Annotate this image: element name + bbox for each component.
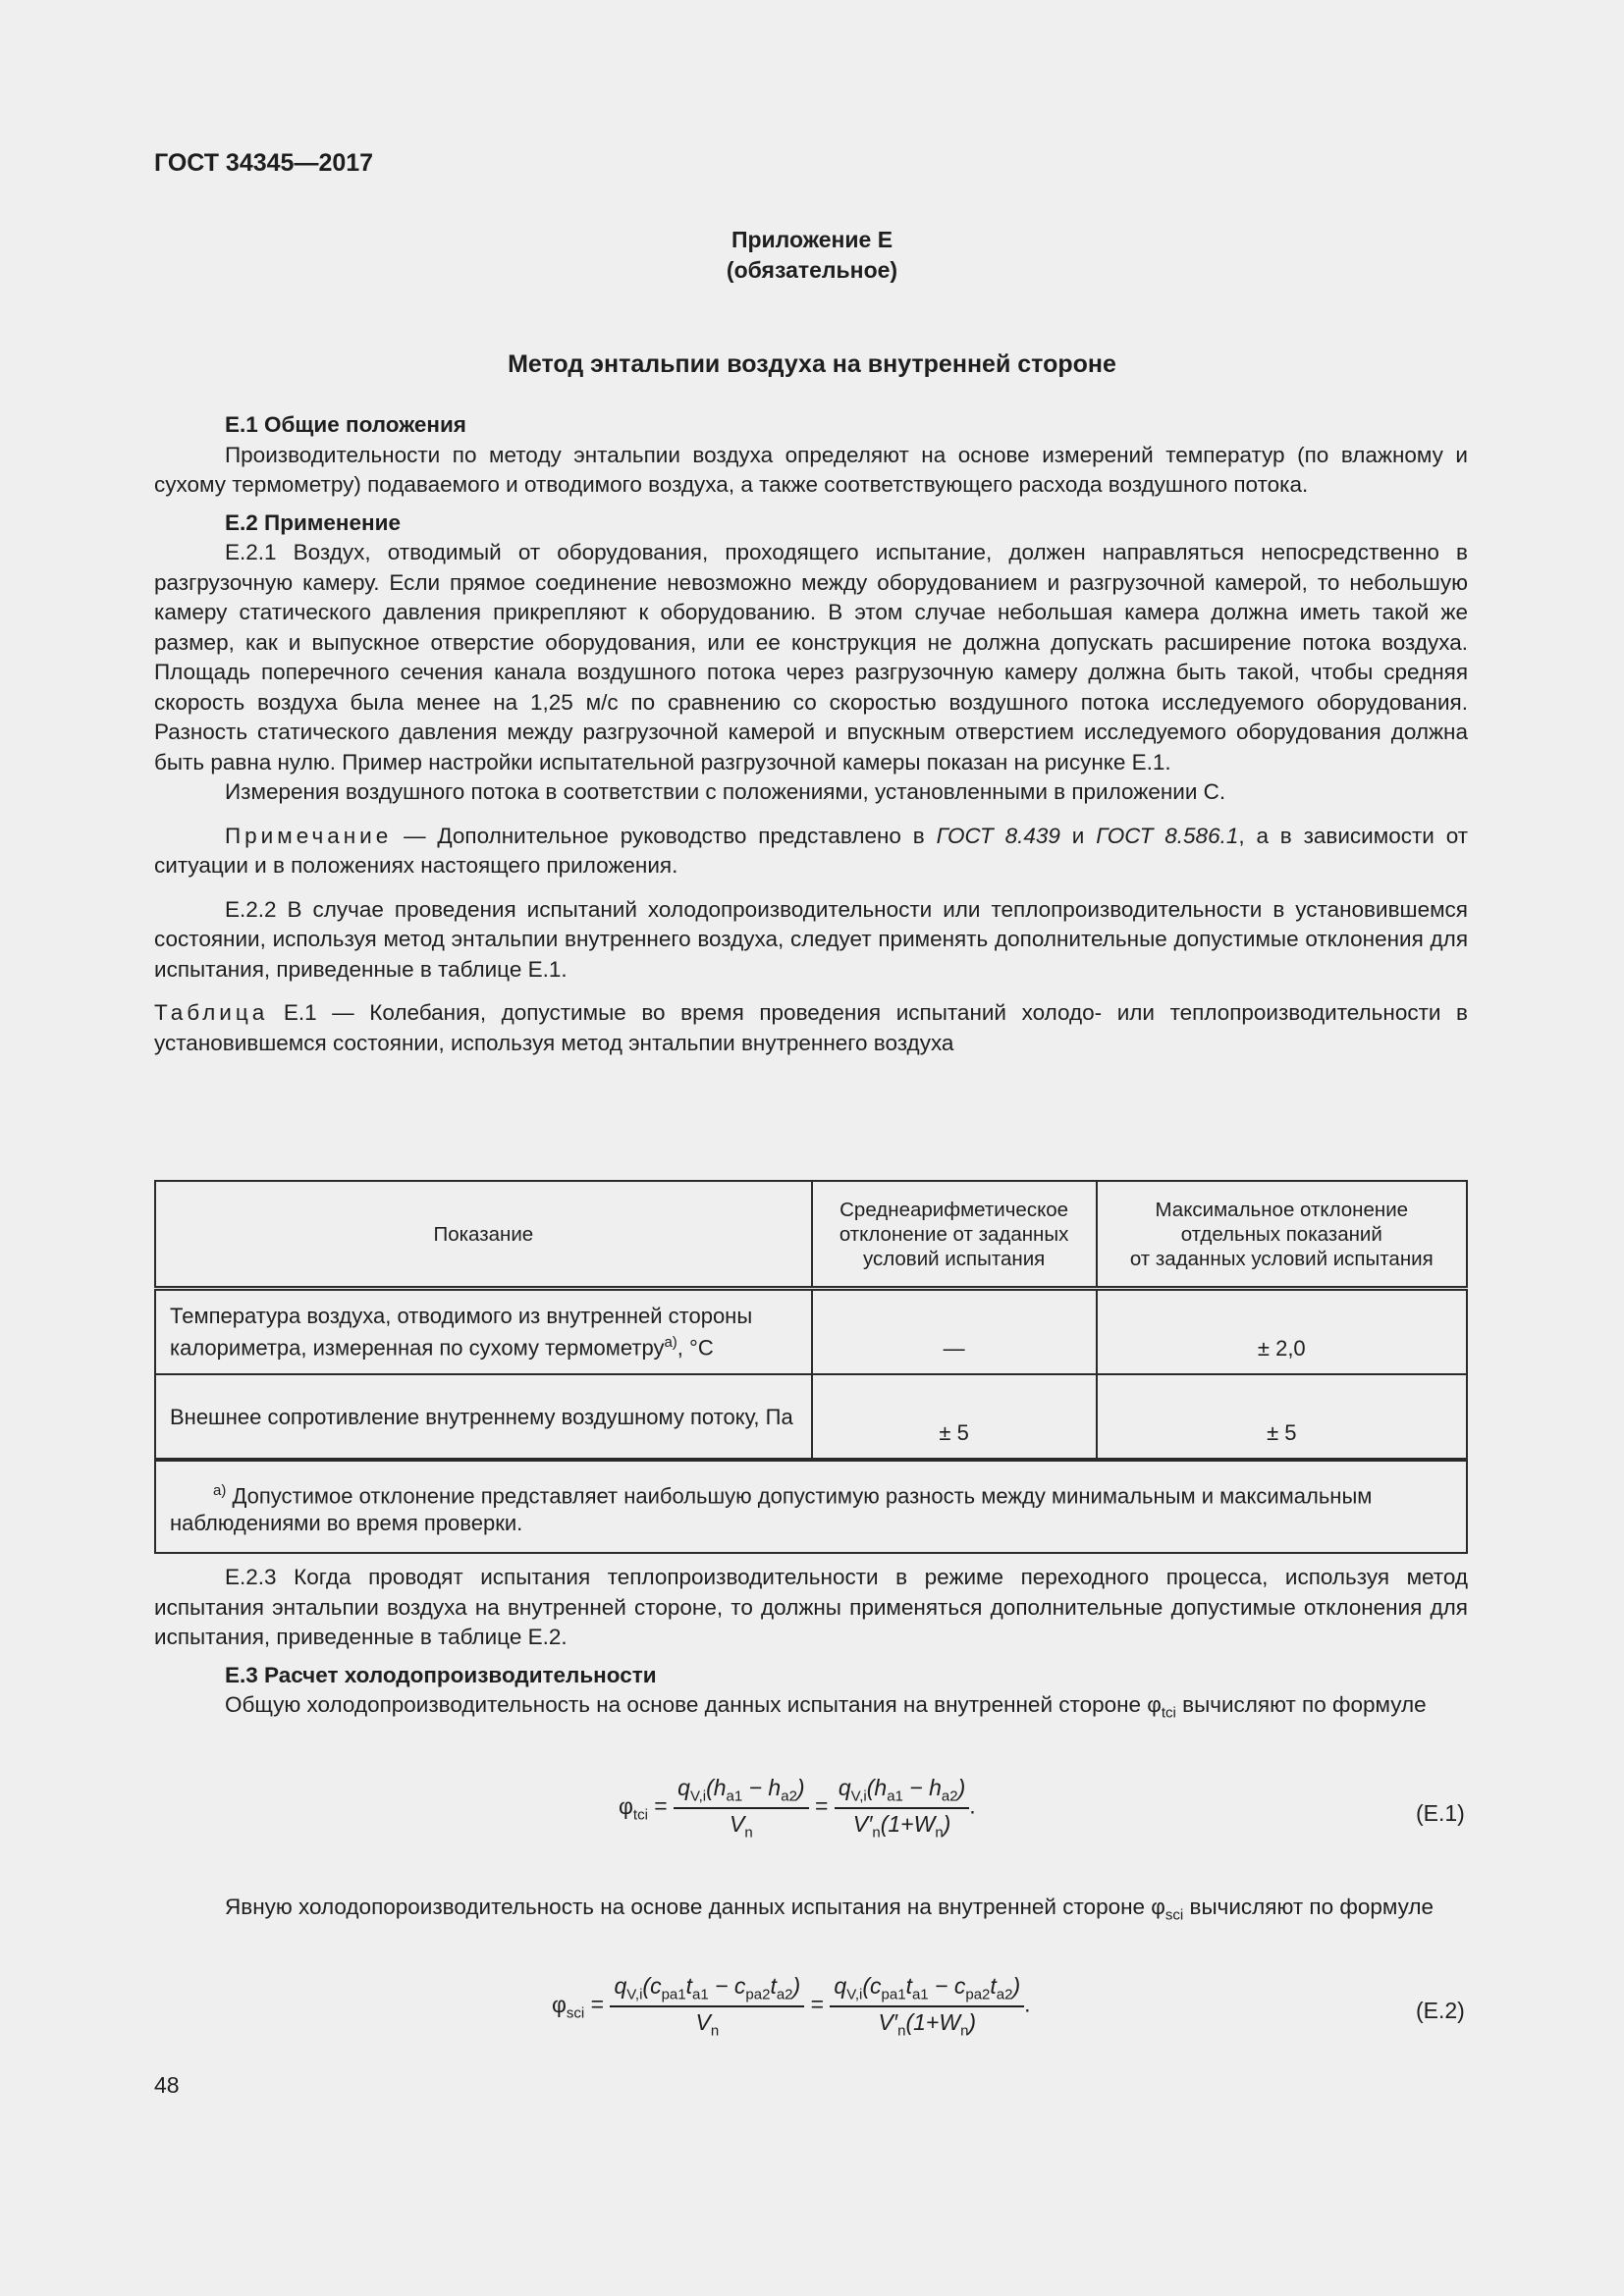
tolerance-table (154, 1180, 1468, 1554)
paragraph-e2-1b: Измерения воздушного потока в соответствии с положениями, установленными в приложении С. (225, 779, 1226, 804)
page-number: 48 (154, 2072, 180, 2098)
table-label: Таблица (154, 1000, 269, 1025)
cell-mean-deviation: ± 5 (812, 1374, 1097, 1460)
table-row (155, 1289, 1467, 1375)
formula-e1-number: (Е.1) (1416, 1800, 1465, 1826)
body-block-3 (154, 1893, 1468, 1931)
annex-title: Приложение Е (731, 227, 893, 252)
note-and: и (1059, 823, 1097, 848)
col-header-reading: Показание (155, 1181, 812, 1289)
body-block-1 (154, 410, 1468, 1058)
heading-e2: Е.2 Применение (225, 509, 401, 535)
note-text-a: — Дополнительное руководство представлено в (392, 823, 937, 848)
heading-e3: Е.3 Расчет холодопроизводительности (225, 1662, 657, 1687)
table-footnote-row (155, 1460, 1467, 1553)
col-header-max-deviation: Максимальное отклонение отдельных показаний от заданных условий испытания (1097, 1181, 1467, 1289)
note-paragraph (154, 822, 1468, 881)
document-id: ГОСТ 34345—2017 (154, 149, 374, 177)
paragraph-e1: Производительности по методу энтальпии воздуха определяют на основе измерений температур (по влажному и сухому термометру) подаваемого и отводимого воздуха, а также соответствующего расхода воздушного потока. (154, 442, 1468, 497)
paragraph-e3-1: Общую холодопроизводительность на основе данных испытания на внутренней стороне $\varphi_{tci}$ вычисляют по формуле (225, 1692, 1427, 1722)
row-label-temperature: Температура воздуха, отводимого из внутренней стороны калориметра, измеренная по сухому термометру$^{а)}$, °С (155, 1289, 812, 1375)
paragraph-e3-2: Явную холодопороизводительность на основе данных испытания на внутренней стороне $\varphi_{sci}$ вычисляют по формуле (225, 1895, 1435, 1924)
body-block-2 (154, 1563, 1468, 1729)
table-footnote: $^{а)}$ Допустимое отклонение представляет наибольшую допустимую разность между минимальным и максимальным наблюдениями во время проверки. (155, 1460, 1467, 1553)
formula-e2-number: (Е.2) (1416, 1998, 1465, 2023)
heading-e1: Е.1 Общие положения (225, 412, 466, 437)
note-text-b: , а в зависимости от ситуации и в положениях настоящего приложения. (154, 823, 1469, 878)
table-caption-text: Е.1 — Колебания, допустимые во время проведения испытаний холодо- или теплопроизводительности в установившемся состоянии, используя метод энтальпии внутреннего воздуха (154, 1000, 1468, 1055)
note-ref-1: ГОСТ 8.439 (936, 823, 1060, 848)
footnote-marker: а) (664, 1334, 677, 1352)
formula-e1: $\varphi_{tci}$ = $\frac{q_{V,i}(h_{a1} - h_{a2})}{V_n}$ = $\frac{q_{V,i}(h_{a1} - h_{a2})}{V'_n(1+W_n)}$ . (619, 1775, 976, 1842)
table-caption (154, 998, 1468, 1058)
paragraph-e2-2: Е.2.2 В случае проведения испытаний холодопроизводительности или теплопроизводительности в установившемся состоянии, используя метод энтальпии внутреннего воздуха, следует применять дополнительные допустимые отклонения для испытания, приведенные в таблице Е.1. (154, 896, 1468, 982)
table-header-row (155, 1181, 1467, 1289)
cell-max-deviation: ± 5 (1097, 1374, 1467, 1460)
paragraph-e2-1: Е.2.1 Воздух, отводимый от оборудования, проходящего испытание, должен направляться непосредственно в разгрузочную камеру. Если прямое соединение невозможно между оборудованием и разгрузочной камерой, то небольшую камеру статического давления прикрепляют к оборудованию. В этом случае небольшая камера должна иметь такой же размер, как и выпускное отверстие оборудования, или ее конструкция не должна допускать расширение потока воздуха. Площадь поперечного сечения канала воздушного потока через разгрузочную камеру должна быть такой, чтобы средняя скорость воздуха была менее на 1,25 м/с по сравнению со скоростью воздушного потока исследуемого оборудования. Разность статического давления между разгрузочной камерой и впускным отверстием исследуемого оборудования должна быть равна нулю. Пример настройки испытательной разгрузочной камеры показан на рисунке Е.1. (154, 540, 1468, 774)
section-title: Метод энтальпии воздуха на внутренней стороне (508, 350, 1116, 378)
col-header-mean-deviation: Среднеарифметическое отклонение от заданных условий испытания (812, 1181, 1097, 1289)
cell-max-deviation: ± 2,0 (1097, 1289, 1467, 1375)
table-row (155, 1374, 1467, 1460)
note-ref-2: ГОСТ 8.586.1 (1096, 823, 1239, 848)
formula-e2: $\varphi_{sci}$ = $\frac{q_{V,i}(c_{pa1}t_{a1} - c_{pa2}t_{a2})}{V_n}$ = $\frac{q_{V,i}(c_{pa1}t_{a1} - c_{pa2}t_{a2})}{V'_n(1+W_n)}$ . (552, 1973, 1031, 2040)
row-label-resistance: Внешнее сопротивление внутреннему воздушному потоку, Па (155, 1374, 812, 1460)
paragraph-e2-3: Е.2.3 Когда проводят испытания теплопроизводительности в режиме переходного процесса, используя метод испытания энтальпии воздуха на внутренней стороне, то должны применяться дополнительные допустимые отклонения для испытания, приведенные в таблице Е.2. (154, 1565, 1468, 1649)
note-label: Примечание (225, 823, 393, 848)
annex-status: (обязательное) (726, 257, 898, 283)
cell-mean-deviation: — (812, 1289, 1097, 1375)
